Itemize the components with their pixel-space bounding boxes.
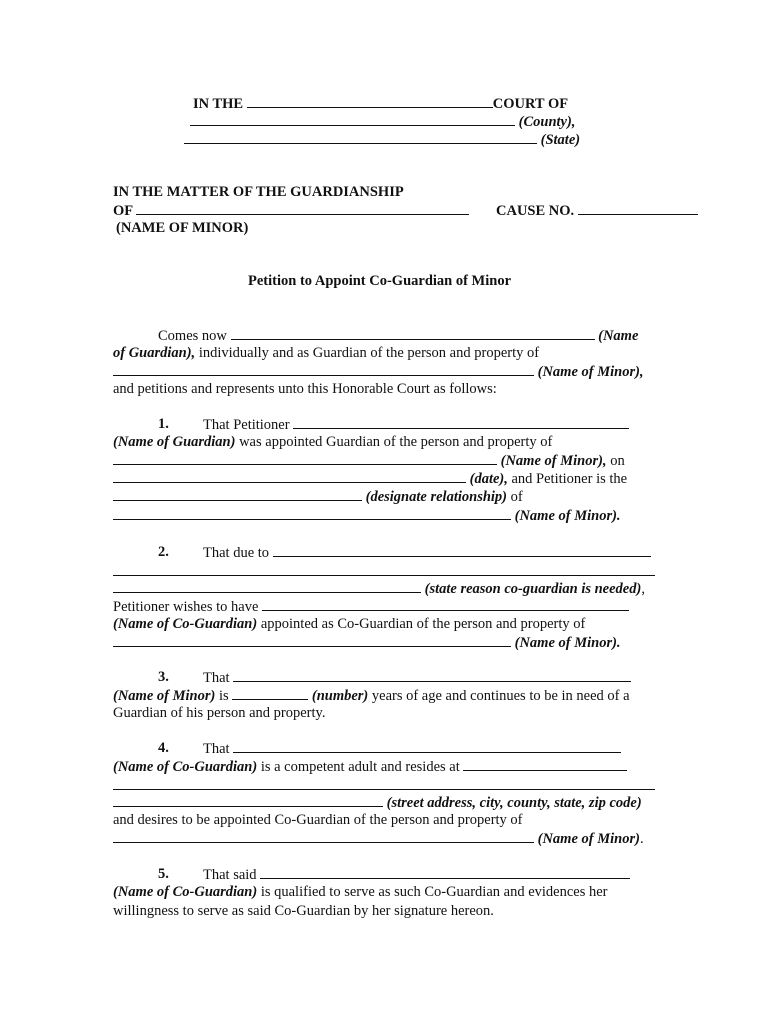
p1-line-6: [113, 506, 621, 525]
p4-line-2: [113, 757, 627, 776]
p1-date-label: (date),: [469, 471, 508, 487]
p4-address-label: (street address, city, county, state, zip code): [386, 795, 642, 811]
cause-no-line: [496, 201, 698, 220]
p1-minor-blank[interactable]: [113, 451, 497, 465]
p1-date-blank[interactable]: [113, 469, 466, 483]
p1-line-4: [113, 469, 627, 488]
p3-number: 3.: [158, 669, 169, 685]
state-label: (State): [540, 132, 581, 148]
p4-line-1: [203, 739, 621, 758]
p2-appointed-text: appointed as Co-Guardian of the person and property of: [260, 616, 586, 632]
state-line: [184, 130, 580, 149]
p2-line-4: [113, 597, 629, 616]
p1-line-2: [113, 433, 552, 451]
that-petitioner-text: That Petitioner: [203, 417, 290, 433]
p5-line-2: [113, 883, 608, 901]
p2-minor-blank[interactable]: [113, 633, 511, 647]
intro-line-1: [158, 326, 638, 345]
p2-name-of-minor-end: (Name of Minor).: [514, 635, 621, 651]
p1-designate-label: (designate relationship): [365, 489, 508, 505]
intro-line-2-text: individually and as Guardian of the person and property of: [198, 345, 540, 361]
p1-of-text: of: [510, 489, 523, 505]
county-blank[interactable]: [190, 112, 515, 126]
p3-years-text: years of age and continues to be in need of a: [371, 688, 630, 704]
p4-name-of-minor-end: (Name of Minor): [537, 831, 640, 847]
p3-line-3: Guardian of his person and property.: [113, 705, 326, 721]
p4-address-blank-3[interactable]: [113, 793, 383, 807]
p1-line-5: [113, 487, 523, 506]
p3-line-2: [113, 686, 630, 705]
p4-number: 4.: [158, 740, 169, 756]
p5-line-3: willingness to serve as said Co-Guardian by her signature hereon.: [113, 903, 494, 919]
page-title: Petition to Appoint Co-Guardian of Minor: [248, 273, 512, 289]
p5-number: 5.: [158, 866, 169, 882]
court-header-line: [193, 94, 568, 113]
p4-minor-blank[interactable]: [113, 829, 534, 843]
p2-line-1: [203, 543, 651, 562]
p5-qualified-text: is qualified to serve as such Co-Guardian and evidences her: [260, 884, 608, 900]
matter-heading: IN THE MATTER OF THE GUARDIANSHIP: [113, 184, 404, 200]
of-guardian-label: of Guardian),: [113, 345, 196, 361]
p3-name-of-minor-label: (Name of Minor): [113, 688, 216, 704]
p2-reason-blank-3[interactable]: [113, 579, 421, 593]
name-of-minor-caption: (NAME OF MINOR): [116, 220, 249, 236]
p1-name-of-minor-label: (Name of Minor),: [500, 453, 607, 469]
p2-line-5: [113, 615, 585, 633]
p5-line-1: [203, 865, 630, 884]
intro-line-2: [113, 344, 539, 362]
p3-is-text: is: [218, 688, 229, 704]
p4-name-of-co-label: (Name of Co-Guardian): [113, 759, 258, 775]
p2-number: 2.: [158, 544, 169, 560]
p4-address-blank-2[interactable]: [113, 775, 655, 790]
county-label: (County),: [518, 114, 576, 130]
cause-no-blank[interactable]: [578, 201, 698, 215]
p4-period: .: [639, 831, 644, 847]
that-due-to-text: That due to: [203, 545, 270, 561]
p4-address-blank-1[interactable]: [463, 757, 627, 771]
p4-line-6: [113, 829, 644, 848]
of-label: OF: [113, 203, 133, 219]
intro-line-3: [113, 362, 644, 381]
p2-reason-blank-2[interactable]: [113, 561, 655, 576]
p2-reason-label: (state reason co-guardian is needed): [424, 581, 642, 597]
p4-that-text: That: [203, 741, 230, 757]
p2-wishes-text: Petitioner wishes to have: [113, 599, 259, 615]
court-of-label: COURT OF: [492, 96, 569, 112]
name-of-minor-label: (Name of Minor),: [537, 364, 644, 380]
p1-on-text: on: [610, 453, 625, 469]
name-label: (Name: [598, 328, 639, 344]
guardian-name-blank[interactable]: [231, 326, 595, 340]
p5-co-guardian-blank[interactable]: [260, 865, 630, 879]
of-line: [113, 201, 469, 220]
p2-co-guardian-blank[interactable]: [262, 597, 629, 611]
county-line: [190, 112, 575, 131]
p4-resides-text: is a competent adult and resides at: [260, 759, 460, 775]
p4-co-guardian-blank[interactable]: [233, 739, 621, 753]
comes-now-text: Comes now: [158, 328, 227, 344]
p4-line-5: and desires to be appointed Co-Guardian of the person and property of: [113, 812, 523, 828]
p1-number: 1.: [158, 416, 169, 432]
state-blank[interactable]: [184, 130, 537, 144]
p1-appointed-text: was appointed Guardian of the person and property of: [239, 434, 553, 450]
p2-name-of-co-label: (Name of Co-Guardian): [113, 616, 258, 632]
name-of-guardian-label: (Name of Guardian): [113, 434, 236, 450]
p4-line-4: [113, 793, 642, 812]
p1-line-3: [113, 451, 625, 470]
p1-minor-blank-2[interactable]: [113, 506, 511, 520]
p1-line-1: [203, 415, 629, 434]
p2-reason-blank-1[interactable]: [273, 543, 651, 557]
p2-line-3: [113, 579, 645, 598]
p5-name-of-co-label: (Name of Co-Guardian): [113, 884, 258, 900]
p2-comma: ,: [641, 581, 645, 597]
p1-petitioner-is-text: and Petitioner is the: [511, 471, 628, 487]
minor-blank-intro[interactable]: [113, 362, 534, 376]
p3-minor-blank[interactable]: [233, 668, 631, 682]
court-name-blank[interactable]: [247, 94, 493, 108]
p5-that-said-text: That said: [203, 867, 257, 883]
intro-line-4: and petitions and represents unto this Honorable Court as follows:: [113, 381, 497, 397]
minor-name-blank[interactable]: [136, 201, 469, 215]
p3-number-label: (number): [311, 688, 369, 704]
p3-line-1: [203, 668, 631, 687]
in-the-label: IN THE: [193, 96, 244, 112]
cause-no-label: CAUSE NO.: [496, 203, 575, 219]
p3-number-blank[interactable]: [232, 686, 308, 700]
p2-line-6: [113, 633, 621, 652]
p1-relationship-blank[interactable]: [113, 487, 362, 501]
p1-name-of-minor-end: (Name of Minor).: [514, 508, 621, 524]
petitioner-blank[interactable]: [293, 415, 629, 429]
p3-that-text: That: [203, 670, 230, 686]
